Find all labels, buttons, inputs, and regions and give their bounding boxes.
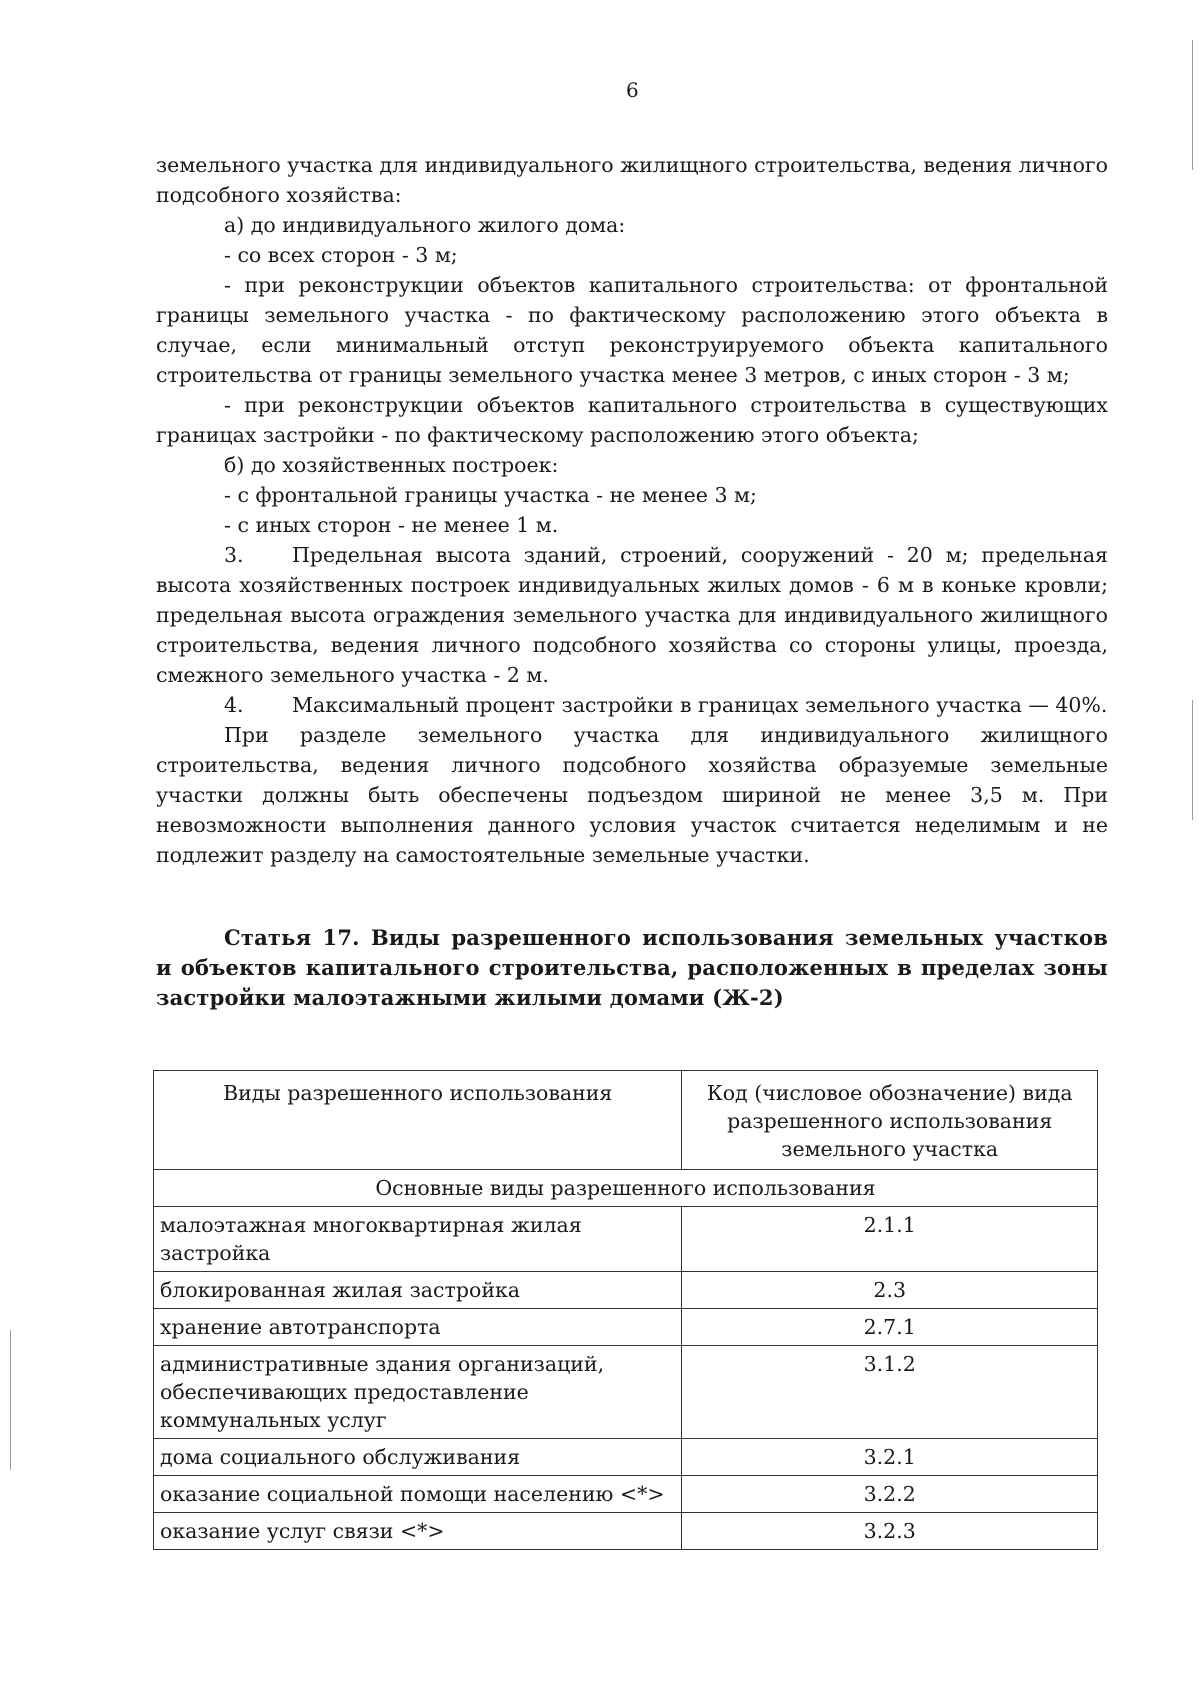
table-header-cell: Виды разрешенного использования	[154, 1071, 682, 1170]
paragraph: земельного участка для индивидуального жилищного строительства, ведения личного подсобного хозяйства:	[156, 153, 1108, 207]
table-section-row	[154, 1170, 1098, 1207]
table-row	[154, 1513, 1098, 1550]
scan-edge-mark	[1192, 700, 1193, 820]
page-number: 6	[626, 78, 639, 102]
item-text: Предельная высота зданий, строений, сооружений - 20 м; предельная высота хозяйственных построек индивидуальных жилых домов - 6 м в коньке кровли; предельная высота ограждения земельного участка для индивидуального жилищного строительства, ведения личного подсобного хозяйства со стороны улицы, проезда, смежного земельного участка - 2 м.	[156, 543, 1108, 687]
table-header-row	[154, 1071, 1098, 1170]
table-row	[154, 1272, 1098, 1309]
table-cell-code: 2.7.1	[682, 1309, 1098, 1346]
article-heading: Статья 17. Виды разрешенного использования земельных участков и объектов капитального строительства, расположенных в пределах зоны застройки малоэтажными жилыми домами (Ж-2)	[156, 925, 1108, 1010]
table-cell-code: 2.1.1	[682, 1207, 1098, 1272]
table-cell-use: дома социального обслуживания	[154, 1439, 682, 1476]
table-cell-code: 3.1.2	[682, 1346, 1098, 1439]
table-header-cell: Код (числовое обозначение) вида разрешенного использования земельного участка	[682, 1071, 1098, 1170]
table-section-title: Основные виды разрешенного использования	[154, 1170, 1098, 1207]
table-cell-code: 3.2.1	[682, 1439, 1098, 1476]
numbered-item-4	[156, 690, 1108, 720]
paragraph: - со всех сторон - 3 м;	[224, 243, 458, 267]
table-row	[154, 1207, 1098, 1272]
paragraph: - с фронтальной границы участка - не менее 3 м;	[224, 483, 757, 507]
table-cell-use: хранение автотранспорта	[154, 1309, 682, 1346]
item-number: 3.	[224, 543, 244, 567]
table-row	[154, 1476, 1098, 1513]
paragraph: строительства, ведения личного подсобного хозяйства образуемые земельные участки должны быть обеспечены подъездом шириной не менее 3,5 м. При невозможности выполнения данного условия участок считается неделимым и не подлежит разделу на самостоятельные земельные участки.	[156, 753, 1108, 867]
paragraph: - при реконструкции объектов капитального строительства: от фронтальной границы земельного участка - по фактическому расположению этого объекта в случае, если минимальный отступ реконструируемого объекта капитального строительства от границы земельного участка менее 3 метров, с иных сторон - 3 м;	[156, 273, 1108, 387]
table-cell-code: 2.3	[682, 1272, 1098, 1309]
table-cell-use: оказание социальной помощи населению <*>	[154, 1476, 682, 1513]
item-number: 4.	[224, 693, 244, 717]
table-row	[154, 1346, 1098, 1439]
table-cell-use: административные здания организаций, обеспечивающих предоставление коммунальных услуг	[154, 1346, 682, 1439]
table-cell-code: 3.2.3	[682, 1513, 1098, 1550]
table-cell-use: малоэтажная многоквартирная жилая застройка	[154, 1207, 682, 1272]
paragraph: б) до хозяйственных построек:	[224, 453, 559, 477]
table-cell-use: оказание услуг связи <*>	[154, 1513, 682, 1550]
table-row	[154, 1309, 1098, 1346]
table-row	[154, 1439, 1098, 1476]
paragraph: - при реконструкции объектов капитального строительства в существующих границах застройки - по фактическому расположению этого объекта;	[156, 393, 1108, 447]
item-text: Максимальный процент застройки в границах земельного участка — 40%.	[292, 693, 1108, 717]
table-cell-code: 3.2.2	[682, 1476, 1098, 1513]
permitted-uses-table	[153, 1070, 1098, 1550]
paragraph: а) до индивидуального жилого дома:	[224, 213, 626, 237]
scan-edge-mark	[1192, 40, 1193, 170]
paragraph: - с иных сторон - не менее 1 м.	[224, 513, 559, 537]
table-cell-use: блокированная жилая застройка	[154, 1272, 682, 1309]
scan-edge-mark	[10, 1330, 11, 1470]
paragraph: При разделе земельного участка для индивидуального жилищного	[224, 723, 1108, 747]
numbered-item-3	[156, 540, 1108, 690]
body-text	[156, 150, 1108, 870]
